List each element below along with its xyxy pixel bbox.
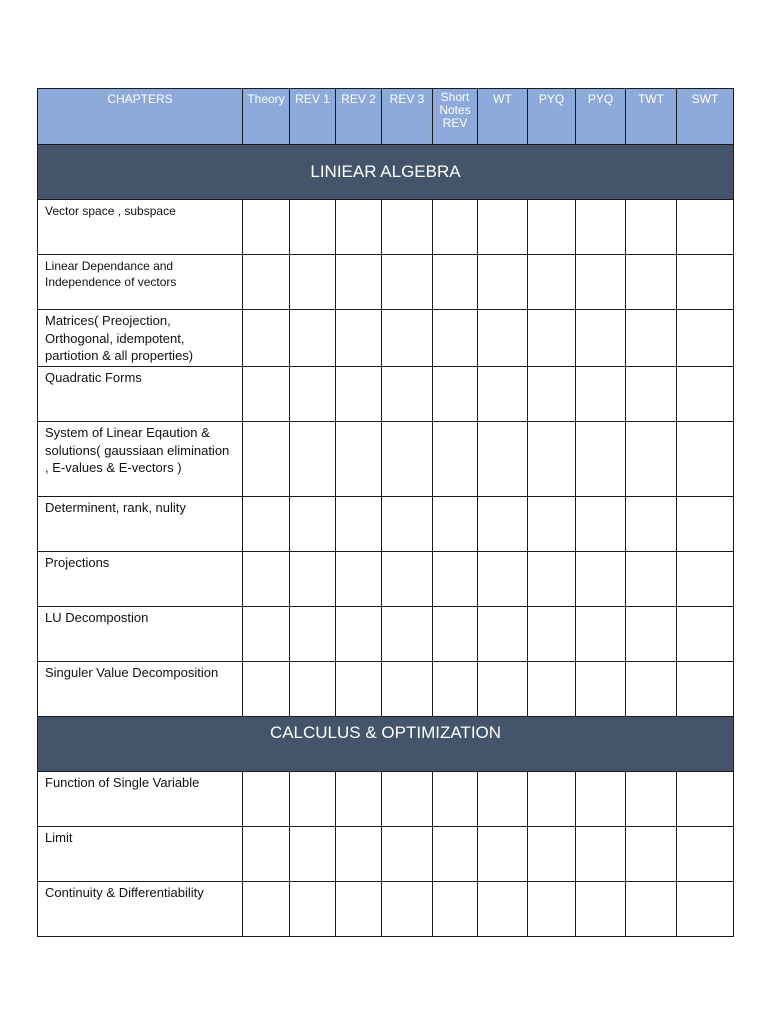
status-cell[interactable] [478,827,528,882]
status-cell[interactable] [243,422,290,497]
status-cell[interactable] [290,552,336,607]
status-cell[interactable] [528,662,576,717]
status-cell[interactable] [626,497,677,552]
status-cell[interactable] [528,772,576,827]
header-pyq-2: PYQ [576,89,626,145]
header-chapters: CHAPTERS [38,89,243,145]
status-cell[interactable] [290,310,336,367]
status-cell[interactable] [677,367,734,422]
table-row [38,310,734,367]
status-cell[interactable] [290,255,336,310]
status-cell[interactable] [433,607,478,662]
status-cell[interactable] [576,255,626,310]
table-row [38,662,734,717]
status-cell[interactable] [433,422,478,497]
status-cell[interactable] [576,552,626,607]
status-cell[interactable] [677,772,734,827]
status-cell[interactable] [336,497,382,552]
status-cell[interactable] [290,607,336,662]
status-cell[interactable] [576,497,626,552]
table-row [38,772,734,827]
table-row [38,497,734,552]
status-cell[interactable] [576,772,626,827]
status-cell[interactable] [478,497,528,552]
table-row [38,367,734,422]
header-pyq-1: PYQ [528,89,576,145]
status-cell[interactable] [243,662,290,717]
table-row [38,827,734,882]
status-cell[interactable] [290,422,336,497]
status-cell[interactable] [382,607,433,662]
status-cell[interactable] [290,882,336,937]
section-header-row [38,145,734,200]
status-cell[interactable] [336,552,382,607]
status-cell[interactable] [243,310,290,367]
chapter-name: Projections [38,552,243,607]
table-row [38,882,734,937]
status-cell[interactable] [626,310,677,367]
status-cell[interactable] [478,552,528,607]
status-cell[interactable] [576,662,626,717]
status-cell[interactable] [382,827,433,882]
status-cell[interactable] [382,772,433,827]
status-cell[interactable] [677,255,734,310]
status-cell[interactable] [433,882,478,937]
status-cell[interactable] [528,422,576,497]
section-title: LINIEAR ALGEBRA [38,145,734,200]
status-cell[interactable] [626,607,677,662]
status-cell[interactable] [433,255,478,310]
status-cell[interactable] [528,200,576,255]
header-rev1: REV 1 [290,89,336,145]
status-cell[interactable] [382,255,433,310]
status-cell[interactable] [478,662,528,717]
status-cell[interactable] [243,882,290,937]
section-header-row [38,717,734,772]
status-cell[interactable] [626,552,677,607]
status-cell[interactable] [528,827,576,882]
status-cell[interactable] [433,497,478,552]
status-cell[interactable] [528,552,576,607]
status-cell[interactable] [433,772,478,827]
status-cell[interactable] [382,310,433,367]
status-cell[interactable] [626,772,677,827]
status-cell[interactable] [478,422,528,497]
status-cell[interactable] [243,772,290,827]
status-cell[interactable] [243,827,290,882]
status-cell[interactable] [290,200,336,255]
status-cell[interactable] [528,497,576,552]
status-cell[interactable] [243,607,290,662]
table-body [38,145,734,937]
table-row [38,422,734,497]
chapter-name: Singuler Value Decomposition [38,662,243,717]
section-title: CALCULUS & OPTIMIZATION [38,717,734,772]
status-cell[interactable] [528,607,576,662]
status-cell[interactable] [478,310,528,367]
table-row [38,607,734,662]
status-cell[interactable] [243,497,290,552]
status-cell[interactable] [576,200,626,255]
status-cell[interactable] [677,882,734,937]
table-row [38,255,734,310]
status-cell[interactable] [478,255,528,310]
status-cell[interactable] [382,367,433,422]
status-cell[interactable] [576,607,626,662]
status-cell[interactable] [528,882,576,937]
status-cell[interactable] [382,552,433,607]
status-cell[interactable] [382,497,433,552]
status-cell[interactable] [382,200,433,255]
chapter-name: System of Linear Eqaution & solutions( gaussiaan elimination , E-values & E-vectors ) [38,422,243,497]
chapter-name: Vector space , subspace [38,200,243,255]
chapter-name: Matrices( Preojection, Orthogonal, idempotent, partiotion & all properties) [38,310,243,367]
status-cell[interactable] [626,200,677,255]
status-cell[interactable] [382,882,433,937]
status-cell[interactable] [528,255,576,310]
status-cell[interactable] [528,310,576,367]
chapter-tracker-table [37,88,734,937]
status-cell[interactable] [336,772,382,827]
table-row [38,552,734,607]
status-cell[interactable] [478,882,528,937]
status-cell[interactable] [677,662,734,717]
status-cell[interactable] [626,255,677,310]
status-cell[interactable] [336,200,382,255]
status-cell[interactable] [478,367,528,422]
status-cell[interactable] [243,367,290,422]
status-cell[interactable] [336,422,382,497]
status-cell[interactable] [336,367,382,422]
status-cell[interactable] [243,200,290,255]
status-cell[interactable] [336,607,382,662]
status-cell[interactable] [677,200,734,255]
status-cell[interactable] [290,497,336,552]
chapter-name: Quadratic Forms [38,367,243,422]
status-cell[interactable] [433,827,478,882]
status-cell[interactable] [478,200,528,255]
chapter-name: LU Decompostion [38,607,243,662]
status-cell[interactable] [290,772,336,827]
header-swt: SWT [677,89,734,145]
status-cell[interactable] [478,607,528,662]
header-rev2: REV 2 [336,89,382,145]
status-cell[interactable] [243,255,290,310]
chapter-name: Limit [38,827,243,882]
table-row [38,200,734,255]
status-cell[interactable] [677,310,734,367]
status-cell[interactable] [336,882,382,937]
status-cell[interactable] [677,552,734,607]
header-short-notes-rev: Short Notes REV [433,89,478,145]
status-cell[interactable] [677,827,734,882]
status-cell[interactable] [576,367,626,422]
chapter-name: Function of Single Variable [38,772,243,827]
status-cell[interactable] [576,882,626,937]
status-cell[interactable] [290,367,336,422]
status-cell[interactable] [433,310,478,367]
status-cell[interactable] [243,552,290,607]
status-cell[interactable] [626,827,677,882]
status-cell[interactable] [677,497,734,552]
status-cell[interactable] [290,662,336,717]
header-theory: Theory [243,89,290,145]
chapter-name: Determinent, rank, nulity [38,497,243,552]
status-cell[interactable] [336,310,382,367]
status-cell[interactable] [626,422,677,497]
status-cell[interactable] [382,422,433,497]
status-cell[interactable] [576,422,626,497]
status-cell[interactable] [626,882,677,937]
status-cell[interactable] [626,662,677,717]
status-cell[interactable] [382,662,433,717]
status-cell[interactable] [290,827,336,882]
chapter-name: Continuity & Differentiability [38,882,243,937]
status-cell[interactable] [576,310,626,367]
status-cell[interactable] [677,607,734,662]
header-wt: WT [478,89,528,145]
header-row [38,89,734,145]
status-cell[interactable] [433,552,478,607]
status-cell[interactable] [336,827,382,882]
status-cell[interactable] [336,662,382,717]
status-cell[interactable] [433,367,478,422]
status-cell[interactable] [677,422,734,497]
status-cell[interactable] [433,662,478,717]
status-cell[interactable] [336,255,382,310]
status-cell[interactable] [626,367,677,422]
status-cell[interactable] [433,200,478,255]
header-rev3: REV 3 [382,89,433,145]
status-cell[interactable] [528,367,576,422]
status-cell[interactable] [478,772,528,827]
header-twt: TWT [626,89,677,145]
status-cell[interactable] [576,827,626,882]
chapter-name: Linear Dependance and Independence of vectors [38,255,243,310]
